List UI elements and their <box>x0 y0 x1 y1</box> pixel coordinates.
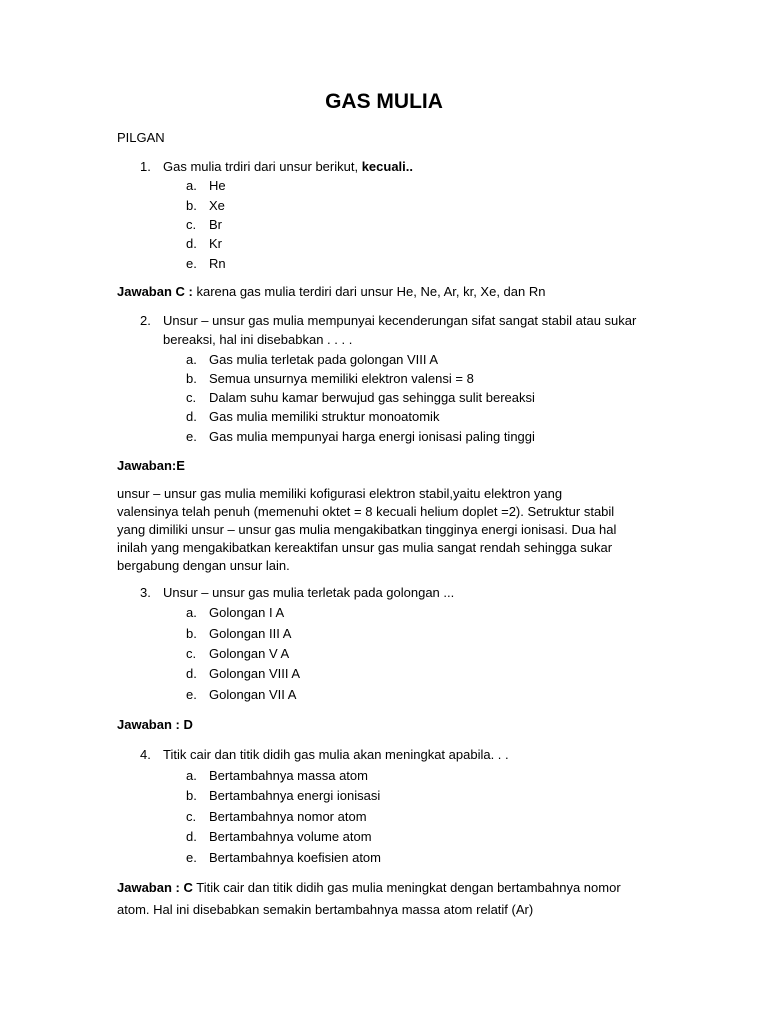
option-text: Golongan VIII A <box>209 666 301 681</box>
option-letter: b. <box>186 198 197 213</box>
question-text-continued: bereaksi, hal ini disebabkan . . . . <box>163 332 353 347</box>
explanation-paragraph <box>117 485 677 575</box>
explanation-line: yang dimiliki unsur – unsur gas mulia mengakibatkan tingginya energi ionisasi. Dua hal <box>117 522 617 537</box>
option-letter: a. <box>186 605 197 620</box>
explanation-line: valensinya telah penuh (memenuhi oktet = 8 kecuali helium doplet =2). Setruktur stabil <box>117 504 615 519</box>
section-label: PILGAN <box>117 130 165 145</box>
answer-label: Jawaban : C <box>117 880 193 895</box>
option-letter: c. <box>186 390 197 405</box>
option-text: Bertambahnya massa atom <box>209 768 368 783</box>
answer-text: karena gas mulia terdiri dari unsur He, Ne, Ar, kr, Xe, dan Rn <box>192 284 546 299</box>
explanation-line: bergabung dengan unsur lain. <box>117 558 290 573</box>
page-title: GAS MULIA <box>325 90 443 113</box>
question-text: Unsur – unsur gas mulia mempunyai kecenderungan sifat sangat stabil atau sukar <box>163 313 637 328</box>
option-text: Golongan VII A <box>209 687 297 702</box>
option-text: Gas mulia memiliki struktur monoatomik <box>209 409 440 424</box>
option-letter: a. <box>186 178 197 193</box>
question-text: Unsur – unsur gas mulia terletak pada golongan ... <box>163 585 455 600</box>
question-number: 1. <box>140 159 151 174</box>
question-number: 4. <box>140 747 151 762</box>
question-number: 3. <box>140 585 151 600</box>
question-text: Titik cair dan titik didih gas mulia akan meningkat apabila. . . <box>163 747 509 762</box>
question-text <box>163 158 413 176</box>
option-letter: d. <box>186 236 197 251</box>
option-text: Bertambahnya energi ionisasi <box>209 788 381 803</box>
option-text: He <box>209 178 226 193</box>
option-letter: c. <box>186 809 197 824</box>
option-text: Gas mulia terletak pada golongan VIII A <box>209 352 439 367</box>
question-emphasis: kecuali.. <box>361 159 413 174</box>
option-letter: c. <box>186 646 197 661</box>
answer-label: Jawaban:E <box>117 458 185 473</box>
option-letter: a. <box>186 352 197 367</box>
answer-label: Jawaban : D <box>117 717 193 732</box>
option-letter: e. <box>186 850 197 865</box>
answer-text: Titik cair dan titik didih gas mulia meningkat dengan bertambahnya nomor <box>192 880 621 895</box>
option-text: Golongan I A <box>209 605 285 620</box>
answer-line <box>117 879 621 897</box>
option-text: Bertambahnya volume atom <box>209 829 372 844</box>
option-letter: d. <box>186 666 197 681</box>
option-letter: d. <box>186 829 197 844</box>
option-text: Bertambahnya koefisien atom <box>209 850 381 865</box>
option-letter: c. <box>186 217 197 232</box>
question-number: 2. <box>140 313 151 328</box>
explanation-line: inilah yang mengakibatkan kereaktifan unsur gas mulia sangat rendah sehingga sukar <box>117 540 613 555</box>
answer-label: Jawaban C : <box>117 284 193 299</box>
option-text: Xe <box>209 198 225 213</box>
option-letter: e. <box>186 429 197 444</box>
option-letter: b. <box>186 626 197 641</box>
option-letter: a. <box>186 768 197 783</box>
explanation-line: unsur – unsur gas mulia memiliki kofigurasi elektron stabil,yaitu elektron yang <box>117 486 563 501</box>
option-letter: b. <box>186 371 197 386</box>
option-letter: d. <box>186 409 197 424</box>
option-text: Dalam suhu kamar berwujud gas sehingga sulit bereaksi <box>209 390 535 405</box>
answer-line <box>117 283 545 301</box>
answer-text-continued: atom. Hal ini disebabkan semakin bertambahnya massa atom relatif (Ar) <box>117 902 534 917</box>
option-text: Gas mulia mempunyai harga energi ionisasi paling tinggi <box>209 429 535 444</box>
option-text: Golongan III A <box>209 626 292 641</box>
option-letter: b. <box>186 788 197 803</box>
option-text: Br <box>209 217 222 232</box>
question-text-main: Gas mulia trdiri dari unsur berikut, <box>163 159 362 174</box>
option-text: Kr <box>209 236 222 251</box>
option-letter: e. <box>186 687 197 702</box>
option-text: Golongan V A <box>209 646 290 661</box>
option-text: Bertambahnya nomor atom <box>209 809 367 824</box>
option-text: Semua unsurnya memiliki elektron valensi = 8 <box>209 371 474 386</box>
option-letter: e. <box>186 256 197 271</box>
option-text: Rn <box>209 256 226 271</box>
